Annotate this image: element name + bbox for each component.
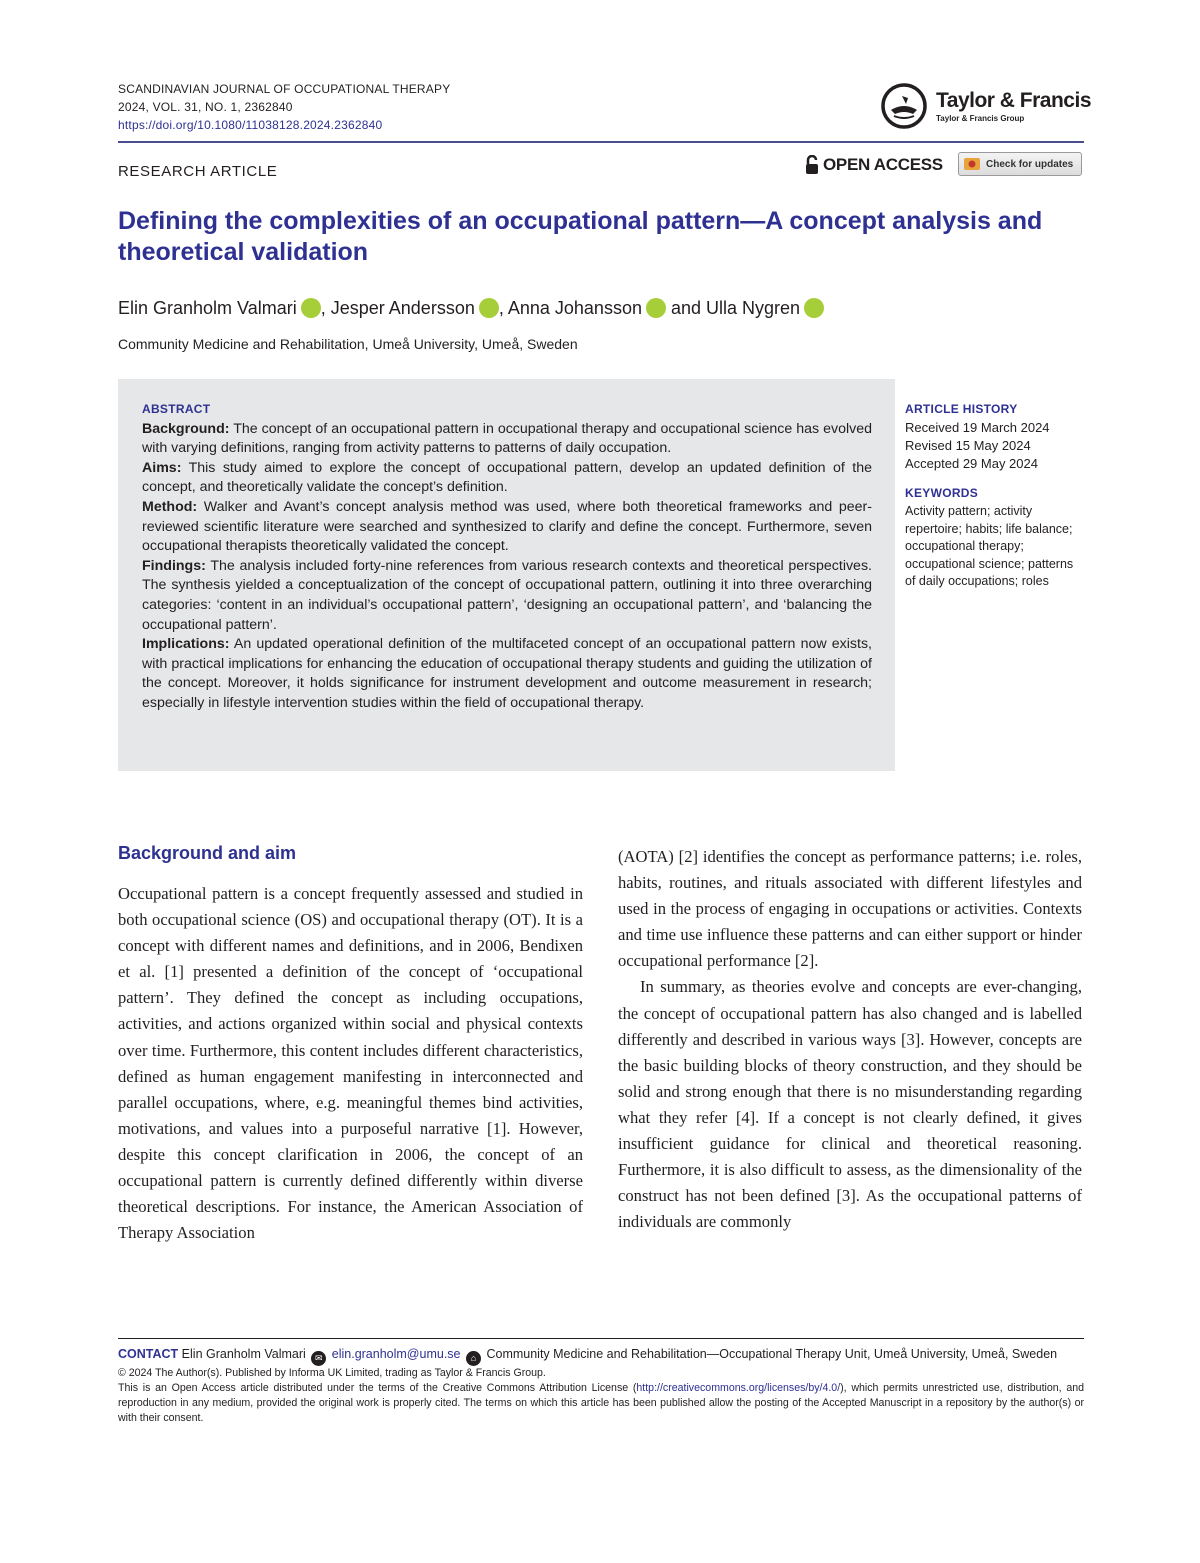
contact-line	[118, 1346, 1084, 1366]
open-access-badge	[805, 155, 943, 175]
header-divider	[118, 141, 1084, 143]
abstract-section: Aims: This study aimed to explore the concept of occupational pattern, develop an updated definition of the concept, and theoretically validate the concept’s definition.	[142, 459, 872, 496]
volume-line: 2024, VOL. 31, NO. 1, 2362840	[118, 100, 293, 114]
publisher-logo[interactable]	[880, 82, 1091, 130]
article-type: RESEARCH ARTICLE	[118, 163, 278, 180]
open-access-label: OPEN ACCESS	[823, 155, 943, 174]
open-lock-icon	[805, 155, 819, 175]
body-paragraph: In summary, as theories evolve and concepts are ever-changing, the concept of occupational pattern has also changed and is labelled differently and described in various ways [3]. However, concepts are the basic building blocks of theory construction, and they should be solid and strong enough that there is no misunderstanding regarding what they refer [4]. If a concept is not clearly defined, it gives insufficient guidance for clinical and theoretical reasoning. Furthermore, it is also difficult to assess, as the dimensionality of the construct has not been defined [3]. As the occupational patterns of individuals are commonly	[618, 977, 1082, 1232]
publisher-group: Taylor & Francis Group	[936, 113, 1025, 123]
publisher-name: Taylor & Francis	[936, 88, 1091, 112]
article-sidebar	[905, 400, 1085, 591]
check-updates-button[interactable]	[958, 152, 1082, 176]
license-text: This is an Open Access article distributed under the terms of the Creative Commons Attribution License (http://creativecommons.org/licenses/by/4.0/), which permits unrestricted use, distribution, and reproduction in any medium, provided the original work is properly cited. The terms on which this article has been published allow the posting of the Accepted Manuscript in a repository by the author(s) or with their consent.	[118, 1382, 1084, 1424]
orcid-icon[interactable]	[479, 298, 499, 318]
orcid-icon[interactable]	[646, 298, 666, 318]
author-name[interactable]: Ulla Nygren	[706, 298, 801, 318]
contact-address: Community Medicine and Rehabilitation—Occupational Therapy Unit, Umeå University, Umeå, Sweden	[486, 1347, 1058, 1361]
footer	[118, 1346, 1084, 1426]
author-name[interactable]: Elin Granholm Valmari	[118, 298, 297, 318]
keywords: Activity pattern; activity repertoire; habits; life balance; occupational therapy; occupational science; patterns of daily occupations; roles	[905, 504, 1074, 588]
journal-name: SCANDINAVIAN JOURNAL OF OCCUPATIONAL THERAPY	[118, 82, 451, 96]
abstract-heading: ABSTRACT	[142, 402, 211, 416]
author-name[interactable]: Anna Johansson	[507, 298, 642, 318]
body-column-right	[618, 844, 1082, 1235]
author-name[interactable]: Jesper Andersson	[330, 298, 475, 318]
history-heading: ARTICLE HISTORY	[905, 402, 1018, 416]
received-date: Received 19 March 2024	[905, 420, 1050, 435]
doi-link[interactable]: https://doi.org/10.1080/11038128.2024.2362840	[118, 118, 383, 132]
abstract-section: Method: Walker and Avant’s concept analysis method was used, where both theoretical frameworks and peer-reviewed scientific literature were searched and synthesized to clarify and define the concept. Furthermore, seven occupational therapists theoretically validated the concept.	[142, 498, 872, 555]
abstract-section: Findings: The analysis included forty-nine references from various research contexts and theoretical perspectives. The synthesis yielded a conceptualization of the concept of occupational pattern, outlining it into three overarching categories: ‘content in an individual’s occupational pattern’, ‘designing an occupational pattern’, and ‘balancing the occupational pattern’.	[142, 557, 872, 633]
body-column-left	[118, 881, 583, 1246]
abstract	[142, 400, 872, 714]
contact-name: Elin Granholm Valmari	[181, 1347, 306, 1361]
orcid-icon[interactable]	[301, 298, 321, 318]
check-updates-label: Check for updates	[986, 158, 1074, 170]
contact-email[interactable]: elin.granholm@umu.se	[331, 1347, 461, 1361]
orcid-icon[interactable]	[804, 298, 824, 318]
keywords-heading: KEYWORDS	[905, 486, 979, 500]
article-title: Defining the complexities of an occupational pattern—A concept analysis and theoretical validation	[118, 207, 1043, 266]
copyright: © 2024 The Author(s). Published by Informa UK Limited, trading as Taylor & Francis Group.	[118, 1367, 546, 1379]
license-link[interactable]: http://creativecommons.org/licenses/by/4.0/	[636, 1382, 841, 1394]
author-list: Elin Granholm Valmari , Jesper Andersson , Anna Johansson and Ulla Nygren	[118, 296, 824, 320]
body-paragraph: Occupational pattern is a concept frequently assessed and studied in both occupational science (OS) and occupational therapy (OT). It is a concept with different names and definitions, and in 2006, Bendixen et al. [1] presented a definition of the concept of ‘occupational pattern’. They defined the concept as including occupations, activities, and actions organized within social and physical contexts over time. Furthermore, this content includes different characteristics, defined as human engagement manifesting in interconnected and parallel occupations, where, e.g. meaningful themes bind activities, motivations, and values into a purposeful narrative [1]. However, despite this concept clarification in 2006, the concept of an occupational pattern is currently defined differently within diverse theoretical descriptions. For instance, the American Association of Therapy Association	[118, 884, 583, 1243]
body-paragraph: (AOTA) [2] identifies the concept as performance patterns; i.e. roles, habits, routines, and rituals associated with different lifestyles and used in the process of engaging in occupations or activities. Contexts and time use influence these patterns and can either support or hinder occupational performance [2].	[618, 847, 1082, 971]
taylor-francis-logo-icon	[880, 82, 928, 130]
journal-header	[118, 80, 450, 134]
abstract-section: Implications: An updated operational definition of the multifaceted concept of an occupational pattern now exists, with practical implications for enhancing the education of occupational therapy students and guiding the utilization of the concept. Moreover, it holds significance for instrument development and outcome measurement in research; especially in lifestyle intervention studies within the field of occupational therapy.	[142, 636, 872, 711]
check-updates-icon	[963, 156, 981, 172]
email-icon: ✉	[311, 1351, 326, 1366]
contact-label: CONTACT	[118, 1347, 179, 1361]
affiliation: Community Medicine and Rehabilitation, Umeå University, Umeå, Sweden	[118, 336, 578, 352]
revised-date: Revised 15 May 2024	[905, 438, 1031, 453]
abstract-section: Background: The concept of an occupational pattern in occupational therapy and occupational science has evolved with varying definitions, ranging from activity patterns to patterns of daily occupation.	[142, 420, 872, 457]
accepted-date: Accepted 29 May 2024	[905, 456, 1038, 471]
section-heading: Background and aim	[118, 843, 297, 863]
address-icon: ⌂	[466, 1351, 481, 1366]
footer-divider	[118, 1338, 1084, 1339]
